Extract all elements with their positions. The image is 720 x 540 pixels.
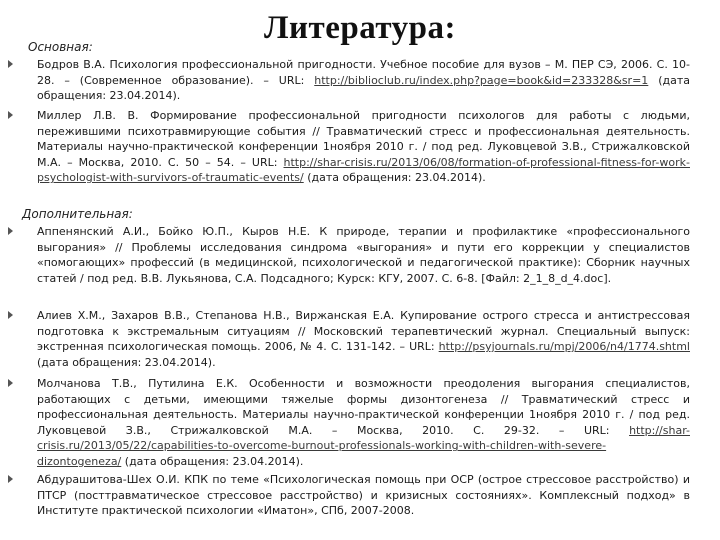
reference-link[interactable]: http://shar-crisis.ru/2013/06/08/formation-of-professional-fitness-for-work-psychologist-with-survivors-of-traumatic-events/ [37, 155, 690, 185]
reference-item [37, 57, 690, 104]
bullet-arrow-icon [8, 60, 13, 68]
bullet-arrow-icon [8, 311, 13, 319]
bullet-arrow-icon [8, 475, 13, 483]
bullet-arrow-icon [8, 111, 13, 119]
bullet-arrow-icon [8, 227, 13, 235]
page-title: Литература: [263, 10, 457, 46]
reference-text: Миллер Л.В. В. Формирование профессиональной пригодности психологов для работы с людьми, пережившими психотравмирующие события // Травматический стресс и профессиональная деятельность. Материалы научно-практической конференции 1ноября 2010 г. / под ред. Луковцевой З.В., Стрижалковской М.А. – Москва, 2010. С. 50 – 54. – URL: [37, 109, 690, 169]
section-label-additional: Дополнительная: [22, 207, 133, 221]
reference-text: Алиев Х.М., Захаров В.В., Степанова Н.В., Виржанская Е.А. Купирование острого стресса и антистрессовая подготовка к экстремальным ситуациям // Московский терапевтический журнал. Специальный выпуск: экстренная психологическая помощь. 2006, № 4. С. 131-142. – URL: [37, 309, 690, 354]
reference-access-date: (дата обращения: 23.04.2014). [121, 454, 304, 468]
reference-link[interactable]: http://shar-crisis.ru/2013/05/22/capabilities-to-overcome-burnout-professionals-working-with-children-with-severe-dizontogeneza/ [37, 423, 690, 468]
reference-text: Абдурашитова-Шех О.И. КПК по теме «Психологическая помощь при ОСР (острое стрессовое расстройство) и ПТСР (посттравматическое стрессовое расстройство) и кризисных состояниях». Комплексный подход» в Институте практической психологии «Иматон», СПб, 2007-2008. [37, 473, 690, 518]
section-label-main: Основная: [28, 40, 93, 54]
reference-link[interactable]: http://psyjournals.ru/mpj/2006/n4/1774.shtml [438, 340, 690, 354]
reference-item [37, 308, 690, 370]
reference-text: Бодров В.А. Психология профессиональной пригодности. Учебное пособие для вузов – М. ПЕР СЭ, 2006. С. 10-28. – (Современное образование). – URL: [37, 58, 690, 87]
reference-text: Аппенянский А.И., Бойко Ю.П., Кыров Н.Е. К природе, терапии и профилактике «профессионального выгорания» // Проблемы исследования синдрома «выгорания» и пути его коррекции у специалистов «помогающих» профессий (в медицинской, психологической и педагогической практике): Сборник научных статей / под ред. В.В. Лукьянова, С.А. Подсадного; Курск: КГУ, 2007. С. 6-8. [Файл: 2_1_8_d_4.doc]. [37, 225, 690, 285]
reference-text: Молчанова Т.В., Путилина Е.К. Особенности и возможности преодоления выгорания специалистов, работающих с детьми, имеющими тяжелые формы дизонтогенеза // Травматический стресс и профессиональная деятельность. Материалы научно-практической конференции 1ноября 2010 г. / под ред. Луковцевой З.В., Стрижалковской М.А. – Москва, 2010. С. 29-32. – URL: [37, 377, 690, 437]
reference-access-date: (дата обращения: 23.04.2014). [303, 171, 486, 185]
reference-access-date: (дата обращения: 23.04.2014). [37, 355, 216, 369]
reference-item [37, 472, 690, 519]
reference-access-date: (дата обращения: 23.04.2014). [37, 73, 690, 103]
reference-item [37, 108, 690, 186]
reference-item [37, 376, 690, 470]
reference-link[interactable]: http://biblioclub.ru/index.php?page=book&id=233328&sr=1 [314, 73, 649, 87]
bullet-arrow-icon [8, 379, 13, 387]
reference-item [37, 224, 690, 286]
